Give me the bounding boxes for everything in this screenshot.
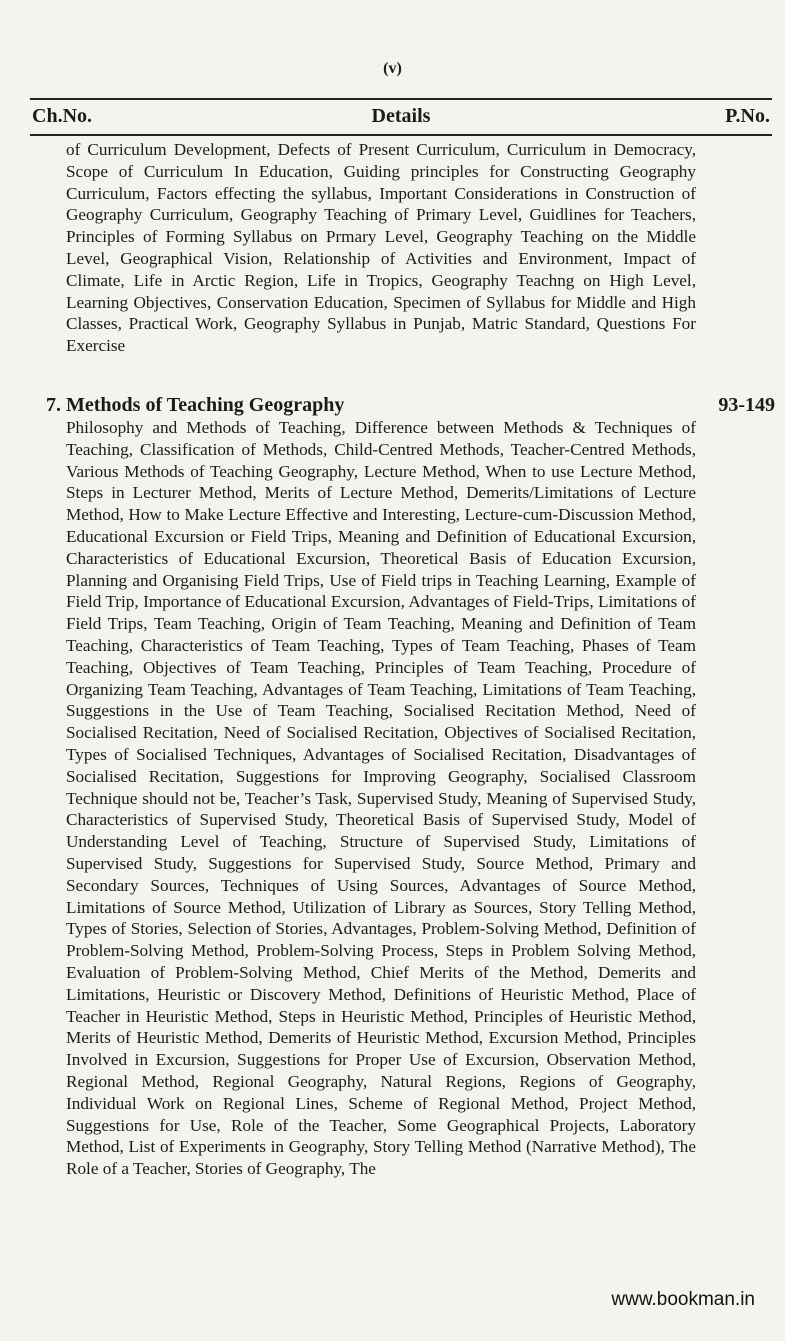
- header-page-no: P.No.: [725, 105, 770, 127]
- page-number: (v): [383, 60, 402, 77]
- chapter-pages: 93-149: [718, 394, 775, 416]
- chapter-title: 7. Methods of Teaching Geography: [46, 394, 345, 416]
- toc-header: [30, 98, 772, 136]
- header-details: Details: [371, 105, 431, 127]
- chapter-details: Philosophy and Methods of Teaching, Difference between Methods & Techniques of Teaching, Classification of Methods, Child-Centred Methods, Teacher-Centred Methods, Various Methods of Teaching Geography, Lecture Method, When to use Lecture Method, Steps in Lecturer Method, Merits of Lecture Method, Demerits/Limitations of Lecture Method, How to Make Lecture Effective and Interesting, Lecture-cum-Discussion Method, Educational Excursion or Field Trips, Meaning and Definition of Educational Excursion, Characteristics of Educational Excursion, Theoretical Basis of Education Excursion, Planning and Organising Field Trips, Use of Field trips in Teaching Learning, Example of Field Trip, Importance of Educational Excursion, Advantages of Field-Trips, Limitations of Field Trips, Team Teaching, Origin of Team Teaching, Meaning and Definition of Team Teaching, Characteristics of Team Teaching, Types of Team Teaching, Phases of Team Teaching, Objectives of Team Teaching, Principles of Team Teaching, Procedure of Organizing Team Teaching, Advantages of Team Teaching, Limitations of Team Teaching, Suggestions in the Use of Team Teaching, Socialised Recitation Method, Need of Socialised Recitation, Need of Socialised Recitation, Objectives of Socialised Recitation, Types of Socialised Techniques, Advantages of Socialised Recitation, Disadvantages of Socialised Recitation, Suggestions for Improving Geography, Socialised Classroom Technique should not be, Teacher’s Task, Supervised Study, Meaning of Supervised Study, Characteristics of Supervised Study, Theoretical Basis of Supervised Study, Model of Understanding Level of Teaching, Structure of Supervised Study, Limitations of Supervised Study, Suggestions for Supervised Study, Source Method, Primary and Secondary Sources, Techniques of Using Sources, Advantages of Source Method, Limitations of Source Method, Utilization of Library as Sources, Story Telling Method, Types of Stories, Selection of Stories, Advantages, Problem-Solving Method, Definition of Problem-Solving Method, Problem-Solving Process, Steps in Problem Solving Method, Evaluation of Problem-Solving Method, Chief Merits of the Method, Demerits and Limitations, Heuristic or Discovery Method, Definitions of Heuristic Method, Place of Teacher in Heuristic Method, Steps in Heuristic Method, Principles of Heuristic Method, Merits of Heuristic Method, Demerits of Heuristic Method, Excursion Method, Principles Involved in Excursion, Suggestions for Proper Use of Excursion, Observation Method, Regional Method, Regional Geography, Natural Regions, Regions of Geography, Individual Work on Regional Lines, Scheme of Regional Method, Project Method, Suggestions for Use, Role of the Teacher, Some Geographical Projects, Laboratory Method, List of Experiments in Geography, Story Telling Method (Narrative Method), The Role of a Teacher, Stories of Geography, The: [66, 418, 696, 1179]
- continued-chapter-details: of Curriculum Development, Defects of Present Curriculum, Curriculum in Democracy, Scope of Curriculum In Education, Guiding principles for Constructing Geography Curriculum, Factors effecting the syllabus, Important Considerations in Construction of Geography Curriculum, Geography Teaching of Primary Level, Guidlines for Teachers, Principles of Forming Syllabus on Prmary Level, Geography Teaching on the Middle Level, Geographical Vision, Relationship of Activities and Environment, Impact of Climate, Life in Arctic Region, Life in Tropics, Geography Teachng on High Level, Learning Objectives, Conservation Education, Specimen of Syllabus for Middle and High Classes, Practical Work, Geography Syllabus in Punjab, Matric Standard, Questions For Exercise: [66, 140, 696, 356]
- header-chapter-no: Ch.No.: [32, 105, 93, 127]
- website-footer: www.bookman.in: [611, 1289, 755, 1310]
